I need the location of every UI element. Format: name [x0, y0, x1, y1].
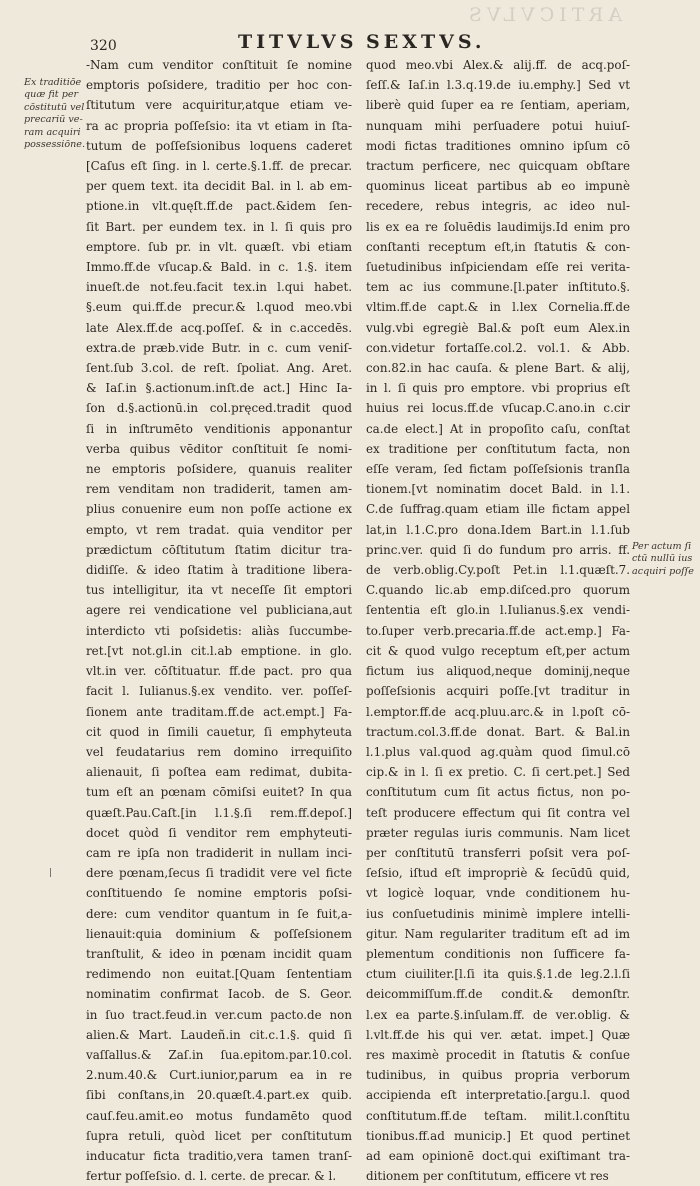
text-line: cauſ.feu.amit.eo motus fundamēto quod [86, 1108, 352, 1123]
text-line: lienauit:quia dominium & poſſeſsionem [86, 926, 352, 941]
text-line: deicommiſſum.ff.de condit.& demonſtr. [366, 987, 630, 1002]
text-line: ne emptoris poſsidere, quanuis realiter [86, 462, 352, 477]
text-line: nominatim confirmat Iacob. de S. Geor. [86, 987, 352, 1002]
text-line: -Nam cum venditor conſtituit ſe nomine [86, 58, 352, 72]
text-line: ca.de elect.] At in propoſito caſu, conſtat [366, 421, 630, 436]
text-line: emptore. ſub pr. in vlt. quæſt. vbi etiam [86, 239, 352, 254]
margin-note-line: ram acquiri [24, 126, 81, 138]
text-line: huius rei locus.ff.de vſucap.C.ano.in c.cir [366, 401, 630, 416]
text-line: prædictum cōſtitutum ſtatim dicitur tra- [86, 542, 352, 557]
text-line: plius conuenire eum non poſſe actione ex [86, 502, 352, 517]
text-line: recedere, rebus integris, ac ideo nul- [366, 199, 630, 214]
text-line: ius conſuetudinis minimè implere intelli- [366, 906, 630, 921]
text-line: ſionem ante traditam.ff.de act.empt.] Fa- [86, 704, 352, 719]
text-line: redimendo non euitat.[Quam ſententiam [86, 967, 352, 982]
text-line: quæſt.Pau.Caſt.[in l.1.§.ſi rem.ff.depoſ.] [86, 805, 352, 820]
text-line: eſſe veram, ſed fictam poſſeſsionis tranſla [366, 462, 630, 477]
text-line: liberè quid ſuper ea re ſentiam, aperiam, [366, 98, 630, 113]
text-line: ret.[vt not.gl.in cit.l.ab emptione. in glo. [86, 643, 352, 658]
text-line: l.emptor.ff.de acq.pluu.arc.& in l.poſt cō- [366, 704, 630, 719]
text-line: in ſuo tract.feud.in ver.cum pacto.de non [86, 1007, 352, 1022]
margin-note-line: precariū ve- [24, 114, 83, 126]
text-line: vlt.in ver. cōſtituatur. ff.de pact. pro qua [86, 664, 352, 679]
text-line: agere rei vendicatione vel publiciana,aut [86, 603, 352, 618]
margin-note-line: cōstitutū vel [24, 101, 85, 113]
text-line: con.videtur fortaſſe.col.2. vol.1. & Abb. [366, 340, 630, 355]
text-line: conſtitutum.ff.de teſtam. milit.l.conſtitu [366, 1108, 630, 1123]
text-line: princ.ver. quid ſi do fundum pro arris. ff. [366, 542, 630, 557]
text-line: ſibi conſtans,in 20.quæſt.4.part.ex quib. [86, 1088, 352, 1103]
text-line: per quem text. ita decidit Bal. in l. ab em- [86, 179, 352, 194]
text-line: inueſt.de not.feu.facit tex.in l.qui habet. [86, 280, 352, 295]
text-line: fertur poſſeſsio. d. l. certe. de precar. & l. [86, 1169, 337, 1184]
text-line: tionem.[vt nominatim docet Bald. in l.1. [366, 482, 630, 497]
text-line: §.eum qui.ff.de precur.& l.quod meo.vbi [86, 300, 352, 315]
text-line: ſententia eſt glo.in l.Iulianus.§.ex vendi- [366, 603, 630, 618]
text-line: lat,in l.1.C.pro dona.Idem Bart.in l.1.ſub [366, 522, 630, 537]
text-line: emptoris poſsidere, traditio per hoc con- [86, 78, 352, 93]
text-line: conſtitutum cum ſit actus fictus, non po- [366, 785, 630, 800]
text-line: tutum de poſſeſsionibus loquens caderet [86, 138, 352, 153]
text-line: ſent.ſub 3.col. de reſt. ſpoliat. Ang. Aret. [86, 361, 352, 376]
text-line: extra.de præb.vide Butr. in c. cum veniſ- [86, 340, 352, 355]
text-line: 2.num.40.& Curt.iunior,parum ea in re [86, 1068, 352, 1083]
text-line: ad eam opinionē doct.qui exiſtimant tra- [366, 1148, 630, 1163]
text-line: ſi in inſtrumēto venditionis apponantur [86, 421, 352, 436]
text-line: gitur. Nam regulariter traditum eſt ad im [366, 926, 630, 941]
text-line: facit l. Iulianus.§.ex vendito. ver. poſſeſ- [86, 684, 352, 699]
text-line: tranſtulit, & ideo in pœnam incidit quam [86, 946, 352, 961]
margin-mark [50, 868, 51, 877]
text-line: con.82.in hac cauſa. & plene Bart. & alij, [366, 361, 630, 376]
text-line: ex traditione per conſtitutum facta, non [366, 441, 630, 456]
text-line: plementum conditionis non ſufficere fa- [366, 946, 630, 961]
text-line: alien.& Mart. Laudeñ.in cit.c.1.§. quid ſi [86, 1027, 352, 1042]
text-line: vel feudatarius rem domino irrequiſito [86, 744, 352, 759]
text-line: per conſtitutū transferri poſsit vera poſ- [366, 845, 630, 860]
text-line: vltim.ff.de capt.& in l.lex Cornelia.ff.de [366, 300, 630, 315]
text-line: didiſſe. & ideo ſtatim à traditione libera- [86, 563, 352, 578]
text-line: cit & quod vulgo receptum eſt,per actum [366, 643, 630, 658]
text-line: [Caſus eſt ſing. in l. certe.§.1.ff. de precar. [86, 159, 352, 174]
text-line: cam re ipſa non tradiderit in nullam inci- [86, 845, 352, 860]
text-line: l.1.plus val.quod ag.quàm quod ſimul.cō [366, 744, 630, 759]
text-line: ſtitutum vere acquiritur,atque etiam ve- [86, 98, 352, 113]
text-line: l.ex ea parte.§.inſulam.ff. de ver.oblig. & [366, 1007, 630, 1022]
text-line: ſuetudinibus inſpiciendam eſſe rei verita- [366, 260, 630, 275]
margin-note-line: possessiōne. [24, 139, 86, 151]
text-line: de verb.oblig.Cy.poſt Pet.in l.1.quæſt.7. [366, 563, 630, 578]
text-line: C.de ſuffrag.quam etiam ille fictam appel [366, 502, 630, 517]
text-line: ra ac propria poſſeſsio: ita vt etiam in ſta- [86, 118, 352, 133]
right-text-column [366, 55, 630, 1186]
text-line: tionibus.ff.ad municip.] Et quod pertinet [366, 1128, 630, 1143]
right-margin-note [632, 541, 698, 578]
text-line: vulg.vbi egregiè Bal.& poſt eum Alex.in [366, 320, 630, 335]
text-line: tem ac ius commune.[l.pater inſtituto.§. [366, 280, 630, 295]
text-line: vt logicè loquar, vnde conditionem hu- [366, 886, 630, 901]
text-line: ſit Bart. per eundem tex. in l. ſi quis pro [86, 219, 352, 234]
text-line: quominus liceat partibus ab eo impunè [366, 179, 630, 194]
text-line: in l. ſi quis pro emptore. vbi proprius eſt [366, 381, 630, 396]
running-title-left: TITVLVS [238, 31, 358, 53]
margin-note-line: acquiri poſſe [632, 565, 694, 577]
text-line: tractum perficere, nec quicquam obſtare [366, 159, 630, 174]
page-number: 320 [90, 38, 117, 54]
text-line: tudinibus, in quibus propria verborum [366, 1068, 630, 1083]
text-line: Immo.ff.de vſucap.& Bald. in c. 1.§. item [86, 260, 352, 275]
text-line: lis ex ea re ſoluēdis laudimijs.Id enim pro [366, 219, 630, 234]
text-line: poſſeſsionis acquiri poſſe.[vt traditur in [366, 684, 630, 699]
text-line: C.quando lic.ab emp.diſced.pro quorum [366, 583, 630, 598]
text-line: modi fictas traditiones omnino ipſum cō [366, 138, 630, 153]
margin-note-line: ctū nullū ius [632, 553, 693, 565]
text-line: late Alex.ff.de acq.poſſeſ. & in c.accedēs. [86, 320, 352, 335]
left-text-column [86, 55, 352, 1186]
left-margin-note [24, 77, 86, 151]
text-line: res maximè procedit in ſtatutis & conſue [366, 1047, 630, 1062]
text-line: tractum.col.3.ff.de donat. Bart. & Bal.in [366, 724, 630, 739]
text-line: rem venditam non tradiderit, tamen am- [86, 482, 352, 497]
text-line: ptione.in vlt.quęſt.ff.de pact.&idem ſen- [86, 199, 352, 214]
text-line: præter regulas iuris communis. Nam licet [366, 825, 630, 840]
text-line: l.vlt.ff.de his qui ver. ætat. impet.] Quæ [366, 1027, 630, 1042]
text-line: docet quòd ſi venditor rem emphyteuti- [86, 825, 352, 840]
text-line: ſeſſ.& Iaſ.in l.3.q.19.de iu.emphy.] Sed vt [366, 78, 630, 93]
text-line: ſon d.§.actionū.in col.pręced.tradit quod [86, 401, 352, 416]
text-line: cit quod in ſimili cauetur, ſi emphyteuta [86, 724, 352, 739]
text-line: dere pœnam,ſecus ſi tradidit vere vel ficte [86, 866, 352, 881]
text-line: dere: cum venditor quantum in ſe fuit,a- [86, 906, 352, 921]
margin-note-line: Ex traditiōe [24, 77, 82, 88]
text-line: vaſſallus.& Zaſ.in ſua.epitom.par.10.col. [86, 1047, 352, 1062]
text-line: tum eſt an pœnam cōmiſsi euitet? In qua [86, 785, 352, 800]
text-line: tus intelligitur, ita vt neceſſe ſit emptori [86, 583, 352, 598]
text-line: conſtituendo ſe nomine emptoris poſsi- [86, 886, 352, 901]
running-title-right: SEXTVS. [366, 31, 486, 53]
text-line: interdicto vti poſsidetis: aliàs ſuccumbe- [86, 623, 352, 638]
text-line: to.ſuper verb.precaria.ff.de act.emp.] Fa- [366, 623, 630, 638]
text-line: teſt producere effectum qui ſit contra vel [366, 805, 630, 820]
text-line: verba quibus vēditor conſtituit ſe nomi- [86, 441, 352, 456]
text-line: cip.& in l. ſi ex pretio. C. ſi cert.pet.] Sed [366, 765, 630, 780]
text-line: fictum ius aliquod,neque dominij,neque [366, 664, 630, 679]
margin-note-line: Per actum ſi [632, 541, 692, 552]
margin-note-line: quæ fit per [24, 89, 79, 101]
text-line: nunquam mihi perſuadere potui huiuſ- [366, 118, 630, 133]
text-line: ſeſsio, iſtud eſt impropriè & ſecūdū quid, [366, 866, 630, 881]
text-line: quod meo.vbi Alex.& alij.ff. de acq.poſ- [366, 58, 630, 72]
bleed-through-text: ARTICVLVS [463, 4, 623, 26]
text-line: accipienda eſt interpretatio.[argu.l. quod [366, 1088, 630, 1103]
text-line: alienauit, ſi poſtea eam redimat, dubita- [86, 765, 352, 780]
text-line: ditionem per conſtitutum, efficere vt res [366, 1169, 609, 1184]
text-line: ctum ciuiliter.[l.ſi ita quis.§.1.de leg.2.l.ſi [366, 967, 630, 982]
text-line: conſtanti receptum eſt,in ſtatutis & con- [366, 239, 630, 254]
text-line: inducatur ficta traditio,vera tamen tranſ- [86, 1148, 352, 1163]
text-line: ſupra retuli, quòd licet per conſtitutum [86, 1128, 352, 1143]
text-line: & Iaſ.in §.actionum.inſt.de act.] Hinc Ia- [86, 381, 352, 396]
text-line: empto, vt rem tradat. quia venditor per [86, 522, 352, 537]
